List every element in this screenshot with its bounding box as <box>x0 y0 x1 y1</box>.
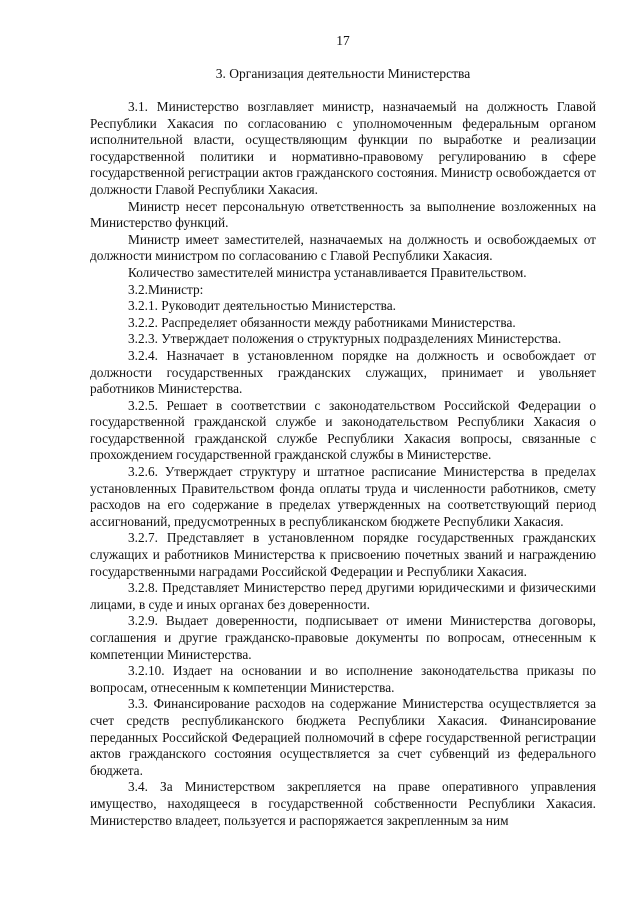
paragraph-3-2: 3.2.Министр: <box>128 281 204 297</box>
paragraph-minister-responsibility: Министр несет персональную ответственность за выполнение возложенных на Министерство функций. <box>90 198 596 231</box>
paragraph-deputies-count: Количество заместителей министра устанавливается Правительством. <box>128 264 527 280</box>
paragraph-3-2-6: 3.2.6. Утверждает структуру и штатное расписание Министерства в пределах установленных Правительством фонда оплаты труда и численности работников, смету расходов на его содержание в пределах утвержденных на соответствующий период ассигнований, предусмотренных в республиканском бюджете Республики Хакасия. <box>90 464 596 529</box>
paragraph-3-2-7: 3.2.7. Представляет в установленном порядке государственных гражданских служащих и работников Министерства к присвоению почетных званий и награждению государственными наградами Российской Федерации и Республики Хакасия. <box>90 530 596 579</box>
page-number: 17 <box>336 33 350 48</box>
paragraph-3-1: 3.1. Министерство возглавляет министр, назначаемый на должность Главой Республики Хакасия по согласованию с уполномоченным федеральным органом исполнительной власти, осуществляющим функции по выработке и реализации государственной политики и нормативно-правовому регулированию в сфере государственной регистрации актов гражданского состояния. Министр освобождается от должности Главой Республики Хакасия. <box>90 99 596 197</box>
paragraph-3-2-3: 3.2.3. Утверждает положения о структурных подразделениях Министерства. <box>128 331 562 347</box>
paragraph-3-2-2: 3.2.2. Распределяет обязанности между работниками Министерства. <box>128 314 516 330</box>
paragraph-3-2-1: 3.2.1. Руководит деятельностью Министерства. <box>128 298 396 314</box>
paragraph-3-2-8: 3.2.8. Представляет Министерство перед другими юридическими и физическими лицами, в суде и иных органах без доверенности. <box>90 580 596 612</box>
paragraph-deputies: Министр имеет заместителей, назначаемых на должность и освобождаемых от должности министром по согласованию с Главой Республики Хакасия. <box>90 231 596 264</box>
section-title: 3. Организация деятельности Министерства <box>215 66 471 81</box>
paragraph-3-4: 3.4. За Министерством закрепляется на праве оперативного управления имущество, находящееся в государственной собственности Республики Хакасия. Министерство владеет, пользуется и распоряжается закрепленным за ним <box>90 779 596 828</box>
paragraph-3-2-4: 3.2.4. Назначает в установленном порядке на должность и освобождает от должности государственных гражданских служащих, принимает и увольняет работников Министерства. <box>90 347 596 397</box>
paragraph-3-2-9: 3.2.9. Выдает доверенности, подписывает от имени Министерства договоры, соглашения и другие гражданско-правовые документы по вопросам, отнесенным к компетенции Министерства. <box>90 613 596 662</box>
paragraph-3-3: 3.3. Финансирование расходов на содержание Министерства осуществляется за счет средств республиканского бюджета Республики Хакасия. Финансирование переданных Российской Федерацией полномочий в сфере государственной регистрации актов гражданского состояния осуществляется за счет субвенций из федерального бюджета. <box>90 696 596 778</box>
paragraph-3-2-5: 3.2.5. Решает в соответствии с законодательством Российской Федерации о государственной гражданской службе и законодательством Республики Хакасия о государственной гражданской службе Республики Хакасия вопросы, связанные с прохождением государственной гражданской службы в Министерстве. <box>90 397 596 463</box>
paragraph-3-2-10: 3.2.10. Издает на основании и во исполнение законодательства приказы по вопросам, отнесенным к компетенции Министерства. <box>90 663 596 695</box>
